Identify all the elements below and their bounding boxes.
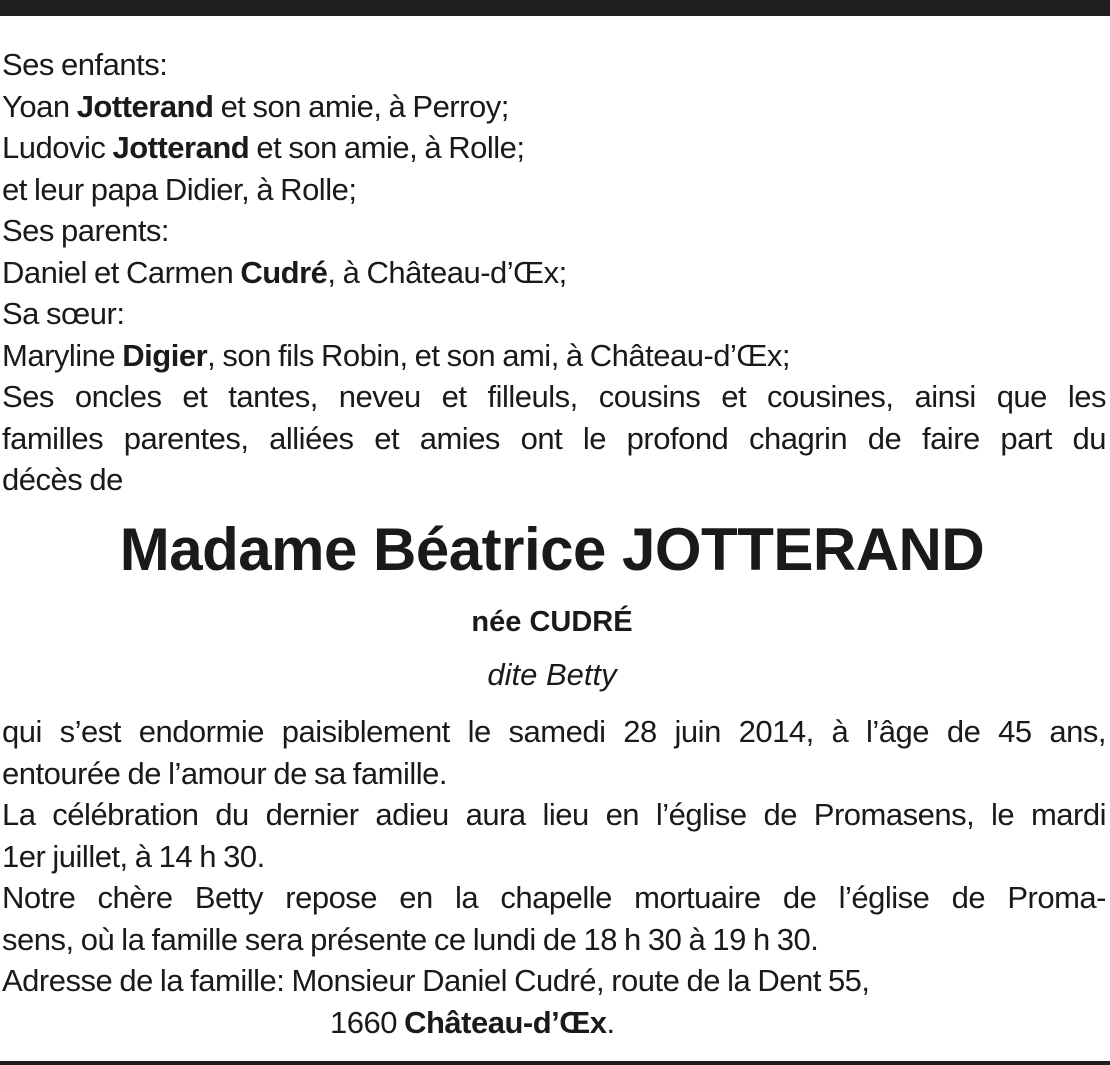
child1-rest: et son amie, à Perroy; (220, 88, 509, 124)
child2-rest: et son amie, à Rolle; (256, 130, 525, 165)
rest-line-2: sens, où la famille sera présente ce lundi de 18 h 30 à 19 h 30. (2, 921, 819, 957)
parents-line (2, 252, 1106, 294)
deceased-name: Madame Béatrice JOTTERAND (119, 516, 985, 583)
address-line-1: Adresse de la famille: Monsieur Daniel Cudré, route de la Dent 55, (2, 963, 870, 998)
child2-surname: Jotterand (112, 130, 250, 165)
relatives-line-1: Ses oncles et tantes, neveu et filleuls, cousins et cousines, ainsi que les (2, 379, 1106, 414)
sister-surname: Digier (122, 337, 208, 373)
death-line-2: entourée de l’amour de sa famille. (2, 755, 447, 791)
address-city: Château-d’Œx (404, 1004, 607, 1040)
ceremony-details (2, 711, 1106, 1043)
top-rule (0, 0, 1110, 16)
children-heading: Ses enfants: (2, 47, 168, 82)
parents-heading: Ses parents: (2, 213, 170, 248)
address-end: . (606, 1004, 615, 1040)
child1-first-name: Yoan (2, 88, 70, 124)
child2-first-name: Ludovic (2, 130, 106, 165)
nickname: dite Betty (487, 657, 617, 692)
maiden-name: née CUDRÉ (471, 606, 633, 638)
child-line-2 (2, 127, 1106, 169)
ceremony-line-2: 1er juillet, à 14 h 30. (2, 838, 265, 874)
father-line: et leur papa Didier, à Rolle; (2, 171, 357, 207)
parents-first-names: Daniel et Carmen (2, 254, 234, 290)
sister-line (2, 335, 1106, 377)
parents-surname: Cudré (240, 254, 328, 290)
family-announcement (2, 44, 1106, 501)
sister-rest: , son fils Robin, et son ami, à Château-d’Œx; (207, 337, 791, 373)
rest-line-1: Notre chère Betty repose en la chapelle mortuaire de l’église de Proma- (2, 880, 1106, 915)
ceremony-line-1: La célébration du dernier adieu aura lieu en l’église de Promasens, le mardi (2, 797, 1106, 832)
sister-heading: Sa sœur: (2, 296, 125, 331)
child-line-1 (2, 86, 1106, 128)
death-line-1: qui s’est endormie paisiblement le samedi 28 juin 2014, à l’âge de 45 ans, (2, 714, 1106, 749)
relatives-line-3: décès de (2, 462, 123, 497)
bottom-rule (0, 1061, 1110, 1065)
sister-first-name: Maryline (2, 337, 116, 373)
address-postcode: 1660 (330, 1004, 397, 1040)
relatives-line-2: familles parentes, alliées et amies ont le profond chagrin de faire part du (2, 420, 1106, 456)
parents-rest: , à Château-d’Œx; (327, 254, 567, 290)
address-line-2 (2, 1002, 1106, 1044)
child1-surname: Jotterand (76, 88, 214, 124)
